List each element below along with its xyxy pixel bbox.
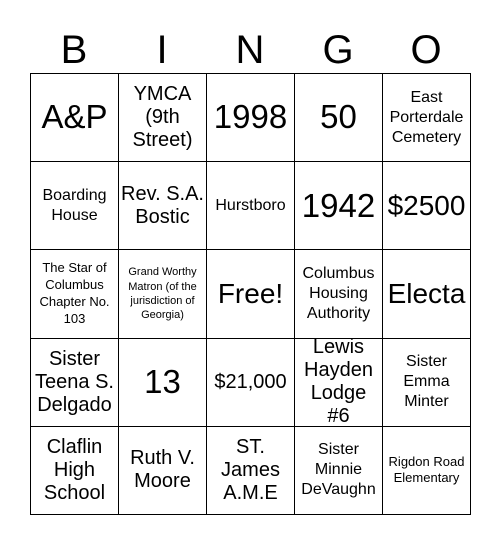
bingo-cell[interactable] [207,74,295,162]
bingo-board [30,73,471,515]
bingo-cell[interactable] [31,250,119,338]
cell-text: Lewis Hayden Lodge #6 [304,338,373,427]
cell-text: Rev. S.A. Bostic [121,182,204,228]
bingo-cell[interactable] [295,250,383,338]
free-space-text: Free! [217,277,284,309]
cell-text: ST. James A.M.E [221,435,280,504]
cell-text: Claflin High School [43,435,106,504]
cell-text: Sister Minnie DeVaughn [301,441,376,499]
bingo-cell[interactable] [383,339,471,427]
bingo-cell[interactable] [295,427,383,515]
cell-text: Boarding House [42,186,107,224]
bingo-cell[interactable] [207,427,295,515]
bingo-cell[interactable] [31,427,119,515]
cell-text: 1998 [213,98,288,136]
bingo-cell[interactable] [383,74,471,162]
bingo-cell[interactable] [383,427,471,515]
cell-text: Sister Teena S. Delgado [35,347,114,416]
header-letter-o: O [410,28,442,72]
cell-text: Grand Worthy Matron (of the jurisdiction of Georgia) [128,266,197,322]
header-letter-g: G [322,28,354,72]
bingo-cell[interactable] [31,339,119,427]
header-letter-n: N [235,28,265,72]
cell-text: 1942 [301,186,376,224]
header-letter-i: I [156,28,168,72]
cell-text: A&P [41,98,108,136]
bingo-cell[interactable] [295,339,383,427]
header-letter-b: B [60,28,88,72]
cell-text: The Star of Columbus Chapter No. 103 [39,260,110,326]
cell-text: 50 [320,98,357,136]
bingo-header [30,28,470,72]
cell-text: 13 [144,363,181,401]
bingo-cell[interactable] [119,74,207,162]
bingo-cell[interactable] [119,250,207,338]
bingo-cell[interactable] [31,162,119,250]
cell-text: Columbus Housing Authority [302,264,375,322]
bingo-cell[interactable] [119,427,207,515]
cell-text: $21,000 [214,370,287,393]
cell-text: YMCA (9th Street) [132,83,193,152]
bingo-cell[interactable] [383,162,471,250]
bingo-cell[interactable] [119,339,207,427]
bingo-cell[interactable] [119,162,207,250]
cell-text: Rigdon Road Elementary [388,453,465,486]
cell-text: Sister Emma Minter [403,353,450,411]
cell-text: Hurstboro [215,196,286,214]
free-space-cell[interactable] [207,250,295,338]
bingo-cell[interactable] [31,74,119,162]
cell-text: Electa [387,277,466,309]
cell-text: Ruth V. Moore [130,447,195,493]
cell-text: $2500 [387,189,466,221]
bingo-cell[interactable] [207,339,295,427]
bingo-cell[interactable] [383,250,471,338]
bingo-cell[interactable] [295,162,383,250]
bingo-cell[interactable] [295,74,383,162]
bingo-cell[interactable] [207,162,295,250]
cell-text: East Porterdale Cemetery [389,88,464,146]
